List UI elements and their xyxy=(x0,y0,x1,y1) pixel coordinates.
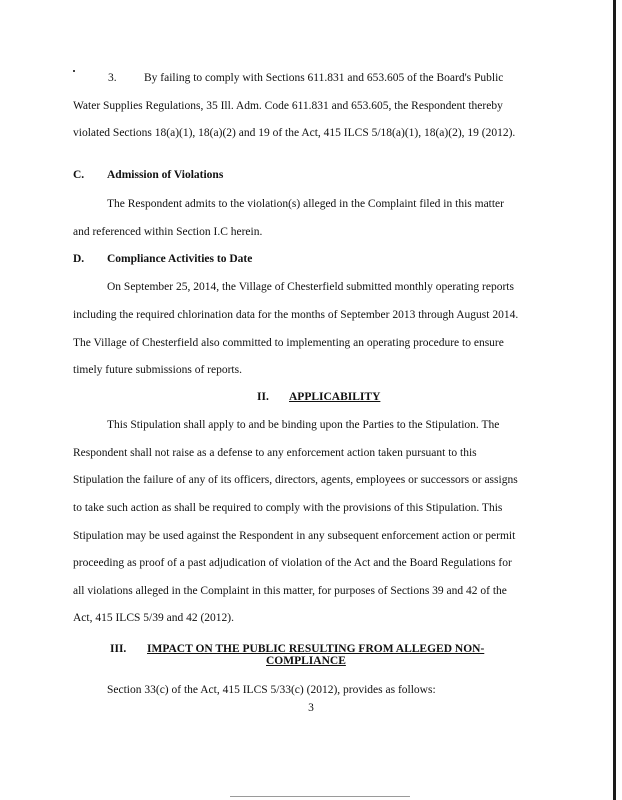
section-d-line-2: including the required chlorination data for the months of September 2013 through August 2014. xyxy=(73,309,519,321)
section-ii-line-3: Stipulation the failure of any of its officers, directors, agents, employees or successors or assigns xyxy=(73,474,518,486)
section-d-heading xyxy=(73,253,473,267)
section-c-line-1: The Respondent admits to the violation(s) alleged in the Complaint filed in this matter xyxy=(107,198,504,210)
section-d-line-4: timely future submissions of reports. xyxy=(73,364,242,376)
section-d-title: Compliance Activities to Date xyxy=(107,253,253,265)
section-c-line-2: and referenced within Section I.C herein. xyxy=(73,226,263,238)
section-ii-line-5: Stipulation may be used against the Respondent in any subsequent enforcement action or permit xyxy=(73,530,516,542)
section-ii-line-1: This Stipulation shall apply to and be binding upon the Parties to the Stipulation. The xyxy=(107,419,500,431)
section-iii-line-1: Section 33(c) of the Act, 415 ILCS 5/33(c) (2012), provides as follows: xyxy=(107,684,436,696)
section-ii-line-6: proceeding as proof of a past adjudication of violation of the Act and the Board Regulations for xyxy=(73,557,512,569)
item-3-line-3: violated Sections 18(a)(1), 18(a)(2) and 19 of the Act, 415 ILCS 5/18(a)(1), 18(a)(2), 19 (2012). xyxy=(73,127,516,139)
scan-speck xyxy=(73,70,75,72)
section-iii-title-line-2: COMPLIANCE xyxy=(266,655,346,667)
page-number: 3 xyxy=(308,702,314,714)
section-d-line-1: On September 25, 2014, the Village of Chesterfield submitted monthly operating reports xyxy=(107,281,514,293)
section-ii-line-7: all violations alleged in the Complaint in this matter, for purposes of Sections 39 and 42 of the xyxy=(73,585,507,597)
section-c-title: Admission of Violations xyxy=(107,169,224,181)
item-3-line-1: By failing to comply with Sections 611.831 and 653.605 of the Board's Public xyxy=(144,72,504,84)
section-d-line-3: The Village of Chesterfield also committed to implementing an operating procedure to ensure xyxy=(73,337,504,349)
section-ii-line-2: Respondent shall not raise as a defense to any enforcement action taken pursuant to this xyxy=(73,447,477,459)
scan-edge xyxy=(613,0,616,800)
section-d-letter: D. xyxy=(73,253,85,265)
section-iii-title-line-1: IMPACT ON THE PUBLIC RESULTING FROM ALLEGED NON- xyxy=(147,643,485,655)
section-c-heading xyxy=(73,169,473,183)
scan-mark xyxy=(230,796,410,797)
section-c-letter: C. xyxy=(73,169,85,181)
section-ii-line-4: to take such action as shall be required to comply with the provisions of this Stipulation. This xyxy=(73,502,503,514)
section-iii-numeral: III. xyxy=(110,643,127,655)
section-ii-title: APPLICABILITY xyxy=(289,391,381,403)
item-3-line-2: Water Supplies Regulations, 35 Ill. Adm. Code 611.831 and 653.605, the Respondent thereby xyxy=(73,100,503,112)
section-ii-line-8: Act, 415 ILCS 5/39 and 42 (2012). xyxy=(73,612,234,624)
section-ii-numeral: II. xyxy=(257,391,269,403)
item-number: 3. xyxy=(108,72,117,84)
